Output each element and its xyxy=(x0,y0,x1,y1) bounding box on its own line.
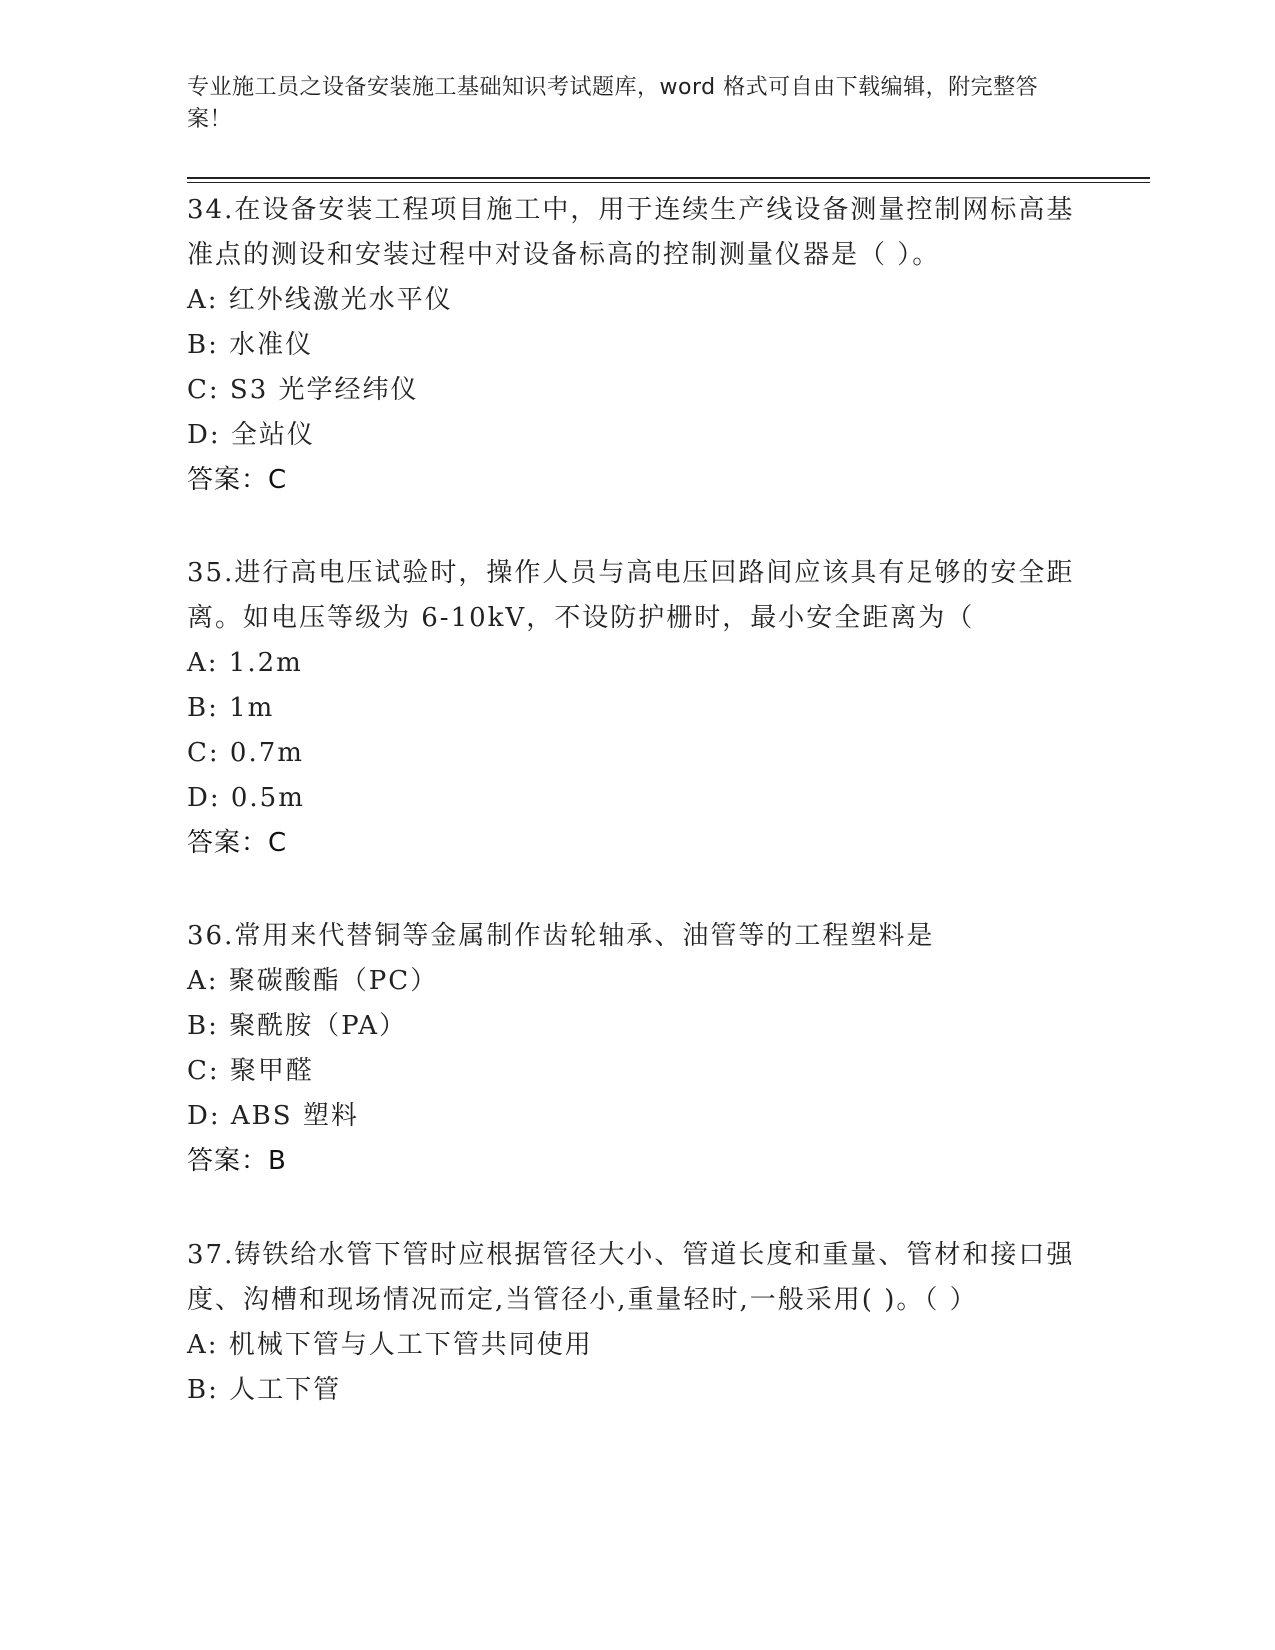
option-c: C: 0.7m xyxy=(187,738,304,768)
question-stem: 36.常用来代替铜等金属制作齿轮轴承、油管等的工程塑料是 xyxy=(187,921,935,951)
question-34 xyxy=(187,188,1087,503)
answer-line: 答案：C xyxy=(187,828,288,858)
answer-line: 答案：C xyxy=(187,465,288,495)
header-divider-thin xyxy=(187,182,1150,183)
header-divider-thick xyxy=(187,177,1150,179)
option-b: B: 水准仪 xyxy=(187,330,314,360)
option-b: B: 人工下管 xyxy=(187,1375,342,1405)
question-stem: 37.铸铁给水管下管时应根据管径大小、管道长度和重量、管材和接口强度、沟槽和现场情况而定,当管径小,重量轻时,一般采用( )。（ ） xyxy=(187,1240,1075,1315)
question-stem: 34.在设备安装工程项目施工中，用于连续生产线设备测量控制网标高基准点的测设和安装过程中对设备标高的控制测量仪器是（ ）。 xyxy=(187,195,1075,270)
document-header: 专业施工员之设备安装施工基础知识考试题库，word 格式可自由下载编辑，附完整答案！ xyxy=(187,75,1039,132)
option-d: D: 全站仪 xyxy=(187,420,315,450)
option-c: C: S3 光学经纬仪 xyxy=(187,375,419,405)
option-c: C: 聚甲醛 xyxy=(187,1056,314,1086)
question-36 xyxy=(187,914,1087,1184)
option-b: B: 聚酰胺（PA） xyxy=(187,1011,408,1041)
option-a: A: 1.2m xyxy=(187,648,303,678)
question-37 xyxy=(187,1233,1087,1413)
option-a: A: 红外线激光水平仪 xyxy=(187,285,453,315)
option-b: B: 1m xyxy=(187,693,275,723)
question-stem: 35.进行高电压试验时，操作人员与高电压回路间应该具有足够的安全距离。如电压等级为 6-10kV，不设防护栅时，最小安全距离为（ xyxy=(187,558,1075,633)
answer-line: 答案：B xyxy=(187,1146,287,1176)
option-d: D: 0.5m xyxy=(187,783,305,813)
option-a: A: 聚碳酸酯（PC） xyxy=(187,966,439,996)
question-35 xyxy=(187,551,1087,866)
option-d: D: ABS 塑料 xyxy=(187,1101,359,1131)
option-a: A: 机械下管与人工下管共同使用 xyxy=(187,1330,593,1360)
